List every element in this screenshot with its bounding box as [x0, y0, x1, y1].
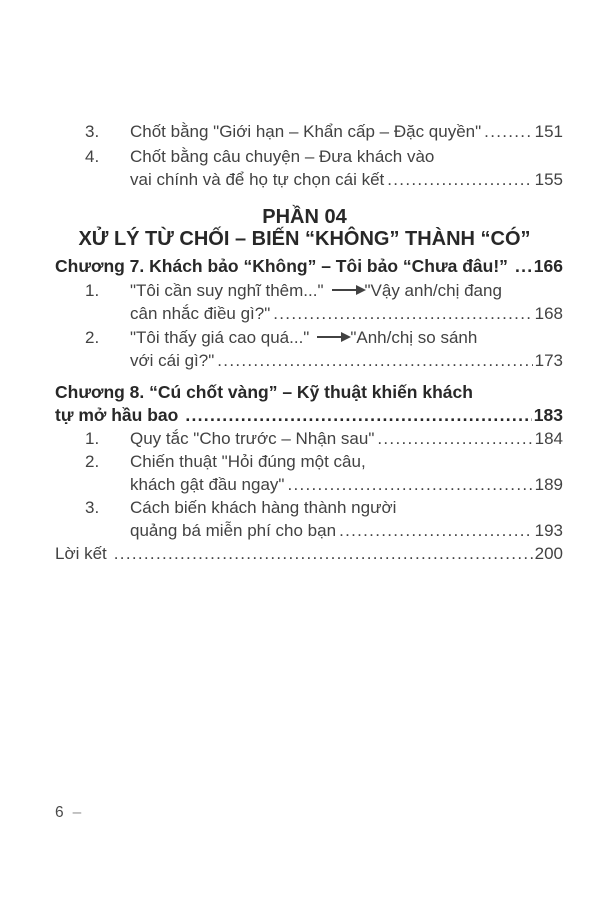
- toc-entry-text: Chốt bằng câu chuyện – Đưa khách vào: [130, 147, 435, 166]
- chapter-7-heading: [55, 255, 563, 278]
- toc-entry-text: cân nhắc điều gì?": [130, 304, 271, 323]
- dot-leader: [185, 404, 531, 427]
- toc-entry-text: [130, 326, 477, 349]
- customer-quote: "Tôi cần suy nghĩ thêm...": [130, 281, 324, 300]
- toc-entry-number: 1.: [85, 281, 100, 300]
- toc-entry-text: Chốt bằng "Giới hạn – Khẩn cấp – Đặc quyền": [130, 122, 482, 141]
- seller-reply: "Anh/chị so sánh: [350, 328, 478, 347]
- toc-entry-page: 189: [534, 475, 563, 494]
- closing-entry: [55, 542, 563, 565]
- toc-entry-text: [130, 279, 502, 302]
- chapter-title: Chương 8. “Cú chốt vàng” – Kỹ thuật khiến khách: [55, 382, 473, 402]
- toc-entry: [85, 145, 563, 168]
- chapter-8-heading: [55, 381, 563, 404]
- dot-leader: [339, 519, 533, 542]
- dot-leader: [287, 473, 532, 496]
- toc-entry-text: Cách biến khách hàng thành người: [130, 498, 397, 517]
- part-title: [0, 227, 609, 251]
- toc-entry: [85, 427, 563, 450]
- toc-entry-continuation: [130, 473, 563, 496]
- arrow-right-icon: [332, 289, 357, 291]
- dot-leader: [387, 168, 532, 191]
- toc-entry-page: 168: [534, 304, 563, 323]
- footer-dash: –: [72, 804, 82, 821]
- toc-entry-number: 3.: [85, 122, 100, 141]
- toc-entry-continuation: [130, 302, 563, 325]
- toc-entry-continuation: [130, 168, 563, 191]
- toc-entry: [85, 279, 563, 302]
- customer-quote: "Tôi thấy giá cao quá...": [130, 328, 310, 347]
- arrow-right-icon: [317, 336, 342, 338]
- toc-entry-number: 3.: [85, 498, 100, 517]
- chapter-title: tự mở hầu bao: [55, 405, 179, 425]
- chapter-title: Chương 7. Khách bảo “Không” – Tôi bảo “Chưa đâu!”: [55, 256, 508, 276]
- toc-entry-number: 1.: [85, 429, 100, 448]
- toc-entry-page: 193: [534, 521, 563, 540]
- toc-entry-number: 2.: [85, 328, 100, 347]
- part-kicker: [0, 205, 609, 229]
- chapter-page: 183: [533, 405, 563, 425]
- closing-page: 200: [534, 544, 563, 563]
- dot-leader: [484, 120, 532, 143]
- toc-entry-continuation: [130, 519, 563, 542]
- toc-entry: [85, 450, 563, 473]
- dot-leader: [114, 542, 533, 565]
- dot-leader: [273, 302, 532, 325]
- toc-entry-text: với cái gì?": [130, 351, 215, 370]
- dot-leader: [377, 427, 532, 450]
- part-title-text: XỬ LÝ TỪ CHỐI – BIẾN “KHÔNG” THÀNH “CÓ”: [78, 228, 531, 250]
- toc-entry-page: 151: [534, 122, 563, 141]
- toc-entry-continuation: [130, 349, 563, 372]
- dot-leader: [515, 255, 532, 278]
- toc-entry-number: 2.: [85, 452, 100, 471]
- page-footer: [55, 804, 81, 822]
- toc-entry-text: quảng bá miễn phí cho bạn: [130, 521, 337, 540]
- closing-label: Lời kết: [55, 544, 107, 563]
- toc-entry: [85, 496, 563, 519]
- chapter-8-heading-continuation: [55, 404, 563, 427]
- part-kicker-text: PHẦN 04: [262, 206, 347, 228]
- page-number: 6: [55, 804, 64, 821]
- dot-leader: [217, 349, 532, 372]
- toc-entry-text: Chiến thuật "Hỏi đúng một câu,: [130, 452, 366, 471]
- seller-reply: "Vậy anh/chị đang: [364, 281, 502, 300]
- toc-entry-page: 184: [534, 429, 563, 448]
- toc-entry-text: Quy tắc "Cho trước – Nhận sau": [130, 429, 375, 448]
- chapter-page: 166: [533, 256, 563, 276]
- toc-entry-text: khách gật đầu ngay": [130, 475, 285, 494]
- toc-entry-text: vai chính và để họ tự chọn cái kết: [130, 170, 385, 189]
- toc-entry: [85, 326, 563, 349]
- toc-entry-page: 155: [534, 170, 563, 189]
- toc-entry-number: 4.: [85, 147, 100, 166]
- toc-entry-page: 173: [534, 351, 563, 370]
- toc-entry: [85, 120, 563, 143]
